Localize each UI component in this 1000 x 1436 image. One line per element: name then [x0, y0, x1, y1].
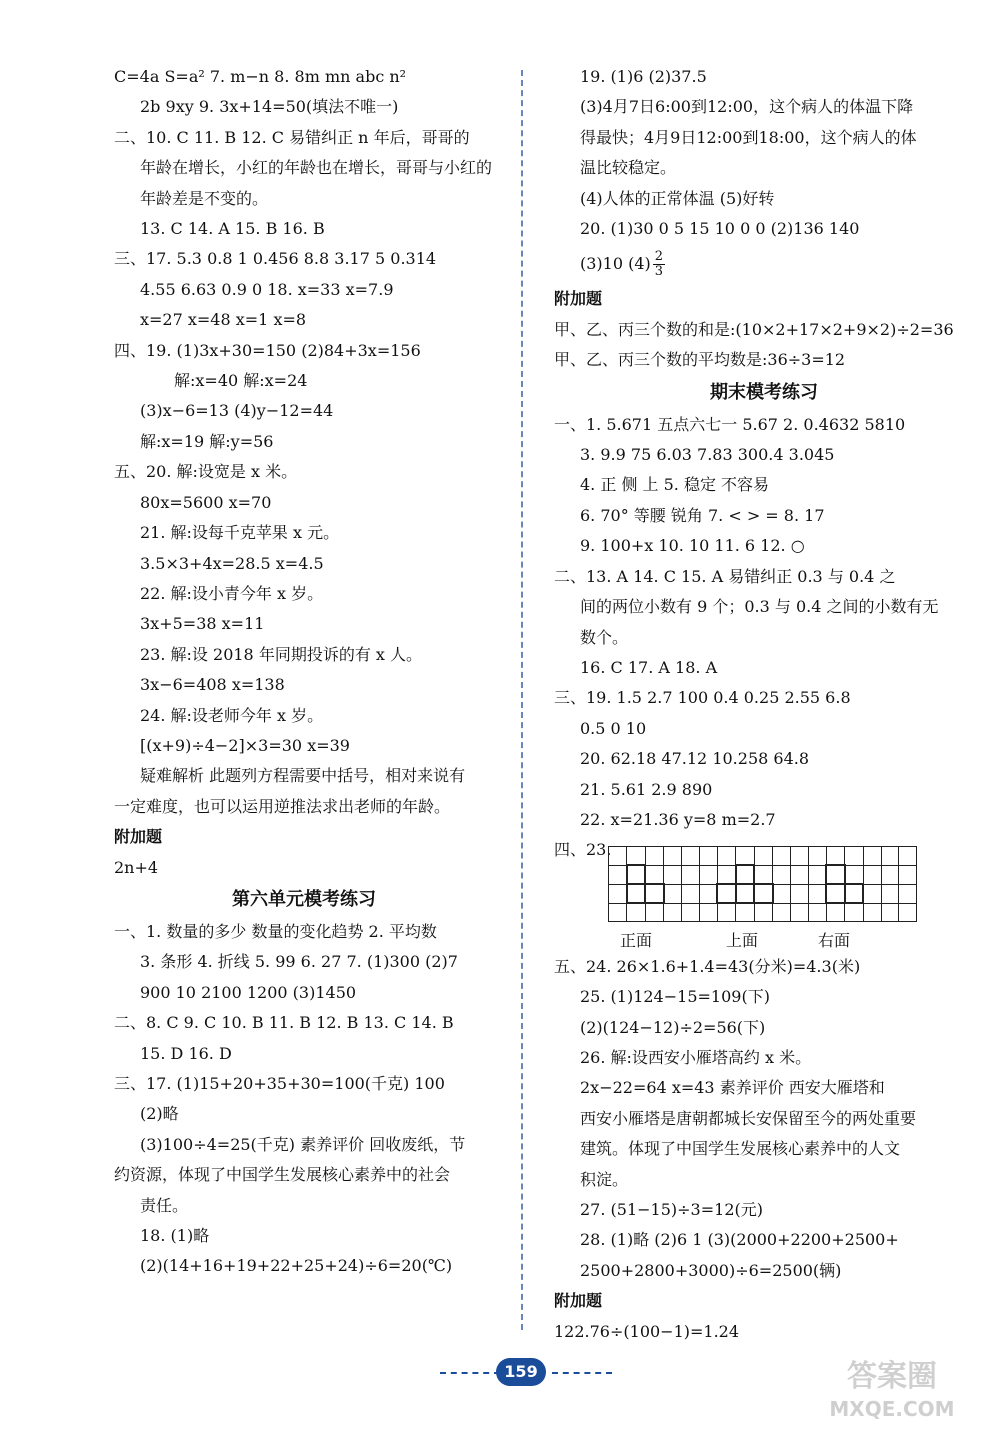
front-view-label: 正面: [620, 931, 653, 950]
answer-line: 3. 9.9 75 6.03 7.83 300.4 3.045: [580, 445, 835, 465]
answer-line: (2)略: [140, 1104, 179, 1124]
answer-line: 20. (1)30 0 5 15 10 0 0 (2)136 140: [580, 219, 860, 239]
answer-line: 15. D 16. D: [140, 1043, 232, 1063]
page-number: 159: [496, 1358, 546, 1386]
answer-line: 甲、乙、丙三个数的和是:(10×2+17×2+9×2)÷2=36: [554, 319, 954, 339]
answer-line: 16. C 17. A 18. A: [580, 657, 718, 677]
answer-line: (3)4月7日6:00到12:00，这个病人的体温下降: [580, 97, 914, 117]
three-view-grid: [608, 846, 917, 922]
answer-line: 年龄差是不变的。: [140, 188, 269, 208]
answer-line: 27. (51−15)÷3=12(元): [580, 1200, 763, 1219]
answer-line: 数个。: [580, 627, 629, 647]
answer-line: 900 10 2100 1200 (3)1450: [140, 982, 357, 1002]
answer-line: 二、10. C 11. B 12. C 易错纠正 n 年后，哥哥的: [114, 127, 470, 147]
answer-line: 4. 正 侧 上 5. 稳定 不容易: [580, 475, 770, 495]
answer-line: 甲、乙、丙三个数的平均数是:36÷3=12: [554, 350, 846, 370]
left-column: [114, 62, 494, 1282]
answer-line: 9. 100+x 10. 10 11. 6 12. ○: [580, 536, 805, 556]
answer-line: 一、1. 数量的多少 数量的变化趋势 2. 平均数: [114, 921, 437, 941]
answer-line: 19. (1)6 (2)37.5: [580, 67, 707, 86]
top-view-label: 上面: [726, 931, 759, 950]
answer-line: 18. (1)略: [140, 1226, 210, 1246]
difficulty-note: 疑难解析 此题列方程需要中括号，相对来说有: [140, 766, 466, 786]
answer-line: 解:x=19 解:y=56: [140, 431, 274, 451]
answer-line: x=27 x=48 x=1 x=8: [140, 310, 307, 330]
answer-line: 解:x=40 解:x=24: [174, 371, 308, 391]
answer-line: 80x=5600 x=70: [140, 492, 272, 512]
answer-line: 一、1. 5.671 五点六七一 5.67 2. 0.4632 5810: [554, 414, 906, 434]
answer-line: 3x+5=38 x=11: [140, 614, 265, 634]
grid-row: [609, 884, 917, 903]
answer-line: (2)(14+16+19+22+25+24)÷6=20(℃): [140, 1256, 453, 1276]
answer-line: 责任。: [140, 1195, 189, 1215]
watermark-logo: [802, 1352, 982, 1424]
answer-line: 21. 5.61 2.9 890: [580, 779, 713, 799]
answer-line: 4.55 6.63 0.9 0 18. x=33 x=7.9: [140, 279, 394, 299]
answer-line: 28. (1)略 (2)6 1 (3)(2000+2200+2500+: [580, 1230, 899, 1250]
answer-line: 约资源，体现了中国学生发展核心素养中的社会: [114, 1165, 451, 1185]
grid-row: [609, 865, 917, 884]
answer-line: 0.5 0 10: [580, 718, 647, 738]
answer-line: 五、20. 解:设宽是 x 米。: [114, 462, 298, 482]
grid-row: [609, 903, 917, 922]
answer-line: C=4a S=a² 7. m−n 8. 8m mn abc n²: [114, 67, 407, 86]
answer-line: [(x+9)÷4−2]×3=30 x=39: [140, 735, 350, 755]
answer-line: [554, 244, 974, 284]
answer-line: 22. 解:设小青今年 x 岁。: [140, 583, 324, 603]
right-view-label: 右面: [818, 931, 851, 950]
answer-line: 一定难度，也可以运用逆推法求出老师的年龄。: [114, 796, 451, 816]
answer-line: 2500+2800+3000)÷6=2500(辆): [580, 1260, 842, 1280]
answer-line: 四、19. (1)3x+30=150 (2)84+3x=156: [114, 340, 421, 360]
answer-line: 21. 解:设每千克苹果 x 元。: [140, 523, 340, 543]
watermark-top: 答案圈: [847, 1359, 937, 1394]
answer-line: 间的两位小数有 9 个；0.3 与 0.4 之间的小数有无: [580, 597, 939, 617]
answer-line: 三、19. 1.5 2.7 100 0.4 0.25 2.55 6.8: [554, 688, 851, 708]
answer-line: 2x−22=64 x=43 素养评价 西安大雁塔和: [580, 1078, 885, 1098]
fraction-denominator: 3: [654, 264, 664, 280]
answer-text: (3)10 (4): [580, 254, 651, 274]
answer-line: 3.5×3+4x=28.5 x=4.5: [140, 553, 324, 573]
answer-line: 20. 62.18 47.12 10.258 64.8: [580, 749, 810, 769]
question-label: 四、23.: [554, 840, 612, 860]
bonus-heading: 附加题: [554, 1291, 603, 1311]
answer-line: 三、17. 5.3 0.8 1 0.456 8.8 3.17 5 0.314: [114, 249, 437, 269]
grid-table: [608, 846, 917, 922]
answer-line: 西安小雁塔是唐朝都城长安保留至今的两处重要: [580, 1108, 917, 1128]
answer-line: 22. x=21.36 y=8 m=2.7: [580, 809, 776, 829]
answer-line: 积淀。: [580, 1169, 629, 1189]
answer-line: 6. 70° 等腰 锐角 7. < > = 8. 17: [580, 505, 825, 525]
fraction: [653, 250, 665, 279]
answer-line: 建筑。体现了中国学生发展核心素养中的人文: [580, 1139, 901, 1159]
grid-row: [609, 847, 917, 866]
answer-line: 三、17. (1)15+20+35+30=100(千克) 100: [114, 1074, 445, 1093]
fraction-numerator: 2: [654, 249, 664, 265]
footer-rule-right: [552, 1372, 612, 1374]
answer-line: 温比较稳定。: [580, 158, 677, 178]
answer-line: 3. 条形 4. 折线 5. 99 6. 27 7. (1)300 (2)7: [140, 952, 458, 972]
answer-line: 得最快；4月9日12:00到18:00，这个病人的体: [580, 127, 917, 147]
answer-line: (3)x−6=13 (4)y−12=44: [140, 401, 334, 421]
answer-line: 13. C 14. A 15. B 16. B: [140, 219, 325, 239]
answer-line: 年龄在增长，小红的年龄也在增长，哥哥与小红的: [140, 158, 493, 178]
footer-rule-left: [440, 1372, 500, 1374]
answer-line: 二、8. C 9. C 10. B 11. B 12. B 13. C 14. B: [114, 1013, 454, 1033]
answer-line: (4)人体的正常体温 (5)好转: [580, 188, 775, 208]
answer-line: 25. (1)124−15=109(下): [580, 987, 770, 1007]
answer-line: 2n+4: [114, 857, 159, 877]
answer-line: 23. 解:设 2018 年同期投诉的有 x 人。: [140, 644, 423, 664]
answer-line: (3)100÷4=25(千克) 素养评价 回收废纸，节: [140, 1134, 466, 1154]
right-column: [554, 62, 974, 1347]
answer-line: 26. 解:设西安小雁塔高约 x 米。: [580, 1047, 812, 1067]
answer-line: (2)(124−12)÷2=56(下): [580, 1017, 766, 1037]
answer-line: 2b 9xy 9. 3x+14=50(填法不唯一): [140, 97, 399, 117]
watermark-bottom: MXQE.COM: [829, 1397, 955, 1421]
answer-line: 五、24. 26×1.6+1.4=43(分米)=4.3(米): [554, 956, 861, 976]
bonus-heading: 附加题: [554, 289, 603, 309]
column-divider: [521, 70, 523, 1330]
page-footer: [440, 1352, 600, 1392]
answer-line: 122.76÷(100−1)=1.24: [554, 1321, 740, 1341]
bonus-heading: 附加题: [114, 827, 163, 847]
answer-line: 二、13. A 14. C 15. A 易错纠正 0.3 与 0.4 之: [554, 566, 896, 586]
section-title: 第六单元模考练习: [232, 888, 376, 910]
answer-line: 24. 解:设老师今年 x 岁。: [140, 705, 324, 725]
answer-line: 3x−6=408 x=138: [140, 675, 285, 695]
section-title: 期末模考练习: [710, 381, 818, 403]
